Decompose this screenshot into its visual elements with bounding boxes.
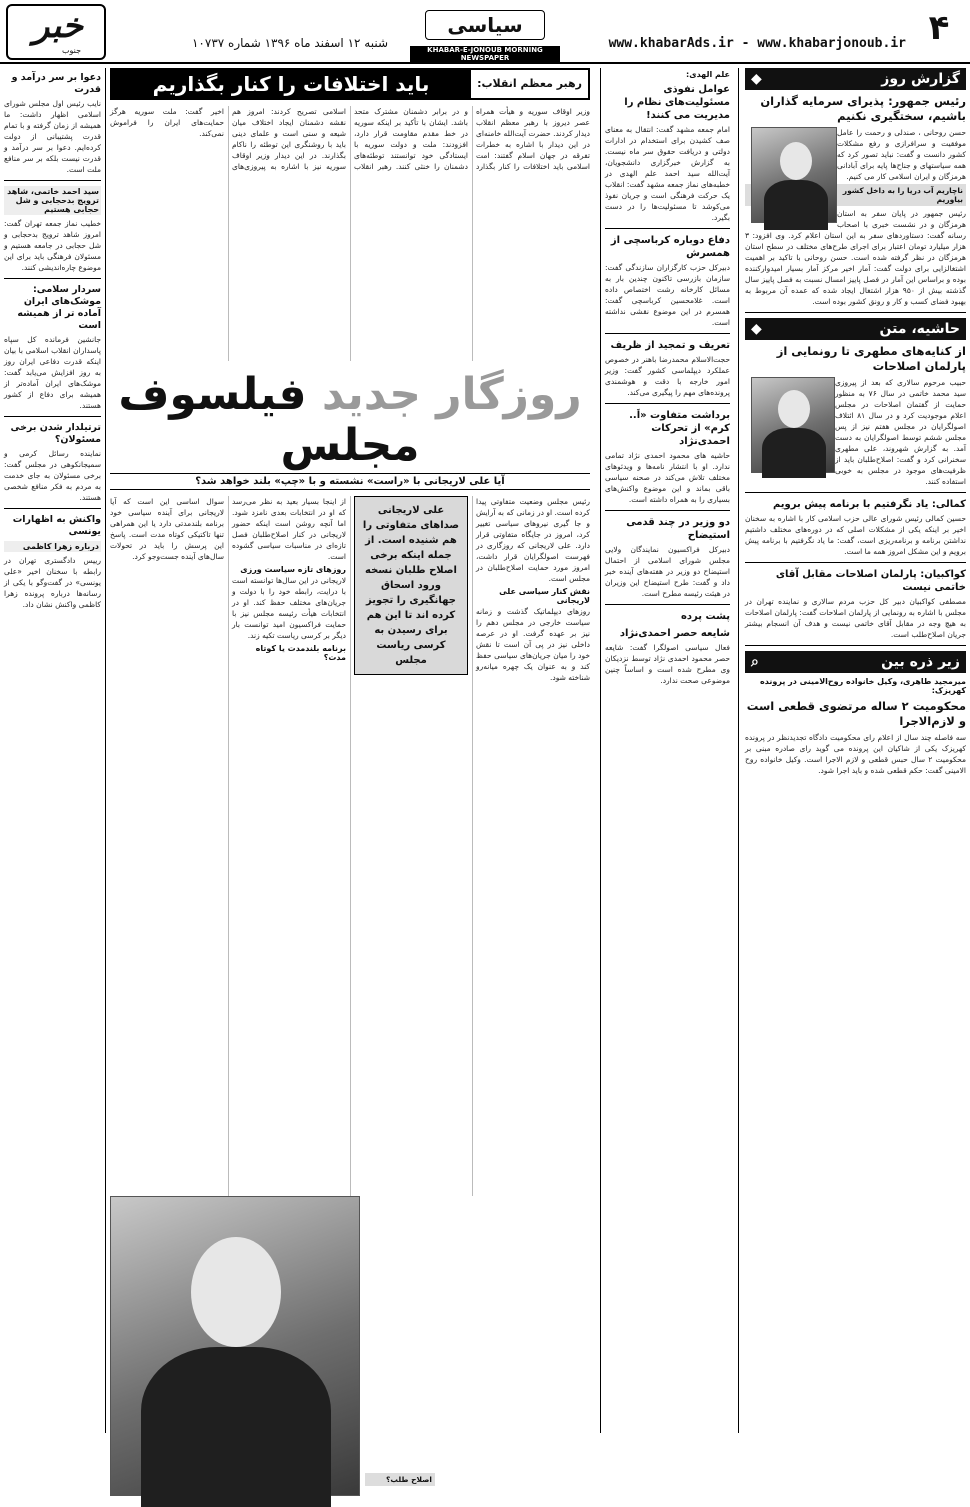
- elm-kicker: علم الهدی:: [686, 70, 730, 79]
- middle-column: [600, 68, 730, 1433]
- main-column: [110, 68, 590, 1484]
- feature-text: [110, 496, 590, 1196]
- l5-body: رییس دادگستری تهران در رابطه با سخنان اخیر «علی یونسی» در گفت‌وگو با یکی از رسانه‌ها درباره پرونده زهرا کاظمی واکنش نشان داد.: [4, 556, 101, 609]
- l5-title: واکنش به اظهارات یونسی: [12, 514, 101, 537]
- larijani-caption: اصلاح طلب؟: [365, 1473, 435, 1486]
- zarebin-header-label: زیر ذره بین: [881, 654, 960, 670]
- hashieh-icon: ◆: [751, 321, 762, 337]
- report-body: رئیس جمهور در پایان سفر به استان هرمزگان و در نشست خبری با اصحاب رسانه گفت: دستاوردهای سفر به این استان اعلام کرد. وی افزود: ۳ هزار میلیارد تومان اعتبار برای اجرای طرح‌های مختلف در سطح استان هرمزگان در نظر گرفته شده است. حسن روحانی با تاکید بر اهمیت اشتغالزایی برای دولت گفت: آمار اخیر مرکز آمار بسیار امیدوارکننده بوده و براساس این آمار در فصل پاییز امسال نسبت به فصل پاییز سال گذشته بیش از ۹۵۰ هزار اشتغال ایجاد شده که عمده آن مربوط به بهبود فضای کسب و کار و رونق کشور بوده است.: [745, 209, 966, 306]
- l5-subtitle: درباره زهرا کاظمی: [4, 541, 101, 552]
- zarebin-kicker: میرمجید طاهری، وکیل خانواده روح‌الامینی در پرونده کهریزک:: [760, 677, 966, 695]
- newspaper-subtitle: KHABAR-E-JONOUB MORNING NEWSPAPER: [410, 46, 560, 62]
- report-title: رئیس جمهور: پذیرای سرمایه گذاران باشیم، سختگیری نکنیم: [760, 94, 966, 123]
- report-header: [745, 68, 966, 90]
- feature-title-light: روزگار جدید: [321, 369, 582, 420]
- tarif-body: حجت‌الاسلام محمدرضا باهنر در خصوص عملکرد دیپلماسی کشور گفت: وزیر امور خارجه با دقت و هوشمندی پرونده‌های مهم را پیگیری می‌کند.: [605, 355, 730, 397]
- kamali-body: حسین کمالی رئیس شورای عالی حزب اسلامی کار با اشاره به سخنان اخیر بر اینکه یکی از مشکلات اصلی که در دوره‌های مختلف داشتیم نداشتن برنامه و برنامه‌ریزی است، گفت: ما یاد نگرفتیم با برنامه پیش برویم و این مشکل امروز همه ما است.: [745, 514, 966, 556]
- divider: [4, 508, 101, 509]
- posht-body: فعال سیاسی اصولگرا گفت: شایعه حصر محمود احمدی نژاد توسط نزدیکان وی مطرح شده است و اساساً چنین موضوعی صحت ندارد.: [605, 643, 730, 685]
- leader-article: [110, 106, 590, 361]
- kavakebian-title: کواکبیان: پارلمان اصلاحات مقابل آقای خاتمی نیست: [775, 569, 966, 593]
- l1-body: نایب رئیس اول مجلس شورای اسلامی اظهار داشت: ما همیشه از زمان گرفته و با تمام قدرت پشتیبانی از دولت کرده‌ایم. دعوا بر سر درآمد و قدرت نیست بلکه بر سر منافع ملت است.: [4, 99, 101, 174]
- bardasht-body: حاشیه های محمود احمدی نژاد تمامی ندارد. او با انتشار نامه‌ها و ویدئوهای مختلف تلاش می‌کند در صحنه سیاسی باقی بماند و این موضوع واکنش‌های بسیاری را به همراه داشته است.: [605, 451, 730, 504]
- leader-kicker: رهبر معظم انقلاب:: [470, 70, 588, 98]
- divider: [4, 180, 101, 181]
- rouhani-photo: [751, 127, 837, 223]
- hashieh-header-label: حاشیه، متن: [879, 321, 960, 337]
- kavakebian-body: مصطفی کواکبیان دبیر کل حزب مردم سالاری و نماینده تهران در مجلس با اشاره به رونمایی از پارلمان اصلاحات گفت: پارلمان اصلاحات به هیچ وجه در مقابل آقای خاتمی نیست و هدف آن انسجام بیشتر جریان اصلاح‌طلب است.: [745, 597, 966, 639]
- feature-subtitle: آیا علی لاریجانی با «راست» نشسته و با «چپ» بلند خواهد شد؟: [110, 473, 590, 490]
- page-number: ۴: [928, 8, 950, 48]
- hashieh-body: حبیب مرحوم سالاری که بعد از پیروزی سید محمد خاتمی در سال ۷۶ به منظور حمایت از گفتمان اصلاحات در مجلس اعلام موجودیت کرد و در سال ۸۱ ائتلاف اصولگرایان در مجلس هفتم نیز از پس مجلس ششم توسط اصولگرایان به دست آمد. به گزارش شهروند، علی مطهری سخنرانی کرد و گفت: اصلاح‌طلبان باید از ظرفیت‌های موجود در مجلس به خوبی استفاده کنند.: [835, 378, 966, 486]
- dafa-title: دفاع دوباره کرباسچی از همسرش: [610, 235, 730, 259]
- feature-inline-1: نقش کنار سیاسی علی لاریجانی: [499, 587, 590, 605]
- l4-body: نماینده رسائل کرمی و سمیجانکوهی در مجلس گفت: برخی مسئولان به جای خدمت به مردم به فکر منافع شخصی هستند.: [4, 449, 101, 502]
- vazir-title: دو وزیر در چند قدمی استیضاح: [626, 517, 730, 541]
- posht-title: پشت پرده: [680, 611, 730, 622]
- feature-title: [110, 369, 590, 471]
- feature-pull-quote: علی لاریجانی صداهای متفاوتی را هم شنیده است. از جمله اینکه برخی اصلاح طلبان نسخه ورود اسحاق جهانگیری را تجویز کرده اند تا این هم برای رسیدن به کرسی ریاست مجلس: [354, 496, 468, 675]
- zarebin-header: [745, 651, 966, 673]
- report-caption: ناچاریم آب دریا را به داخل کشور بیاوریم: [745, 184, 966, 206]
- divider: [745, 645, 966, 646]
- newspaper-logo: [6, 4, 106, 60]
- report-icon: ◆: [751, 71, 762, 87]
- elm-title: عوامل نفوذی مسئولیت‌های نظام را مدیریت می کنند!: [624, 84, 730, 121]
- l1-title: دعوا بر سر درآمد و قدرت: [11, 72, 101, 95]
- kamali-title: کمالی: یاد نگرفتیم با برنامه پیش برویم: [772, 499, 966, 510]
- l1-byline: سید احمد خاتمی، شاهد ترویج بدحجابی و شل حجابی هستیم: [4, 186, 101, 215]
- leader-title: باید اختلافات را کنار بگذاریم: [112, 70, 470, 98]
- feature-inline-3: برنامه بلندمدت یا کوتاه مدت؟: [255, 644, 346, 662]
- logo-sub: جنوب: [62, 46, 82, 55]
- larijani-photo: [110, 1196, 360, 1496]
- feature-body-c: از اینجا بسیار بعید به نظر می‌رسد که او در انتخابات بعدی نامزد شود. اما آنچه روشن است اینکه حضور لاریجانی در کنار اصلاح‌طلبان فصل تازه‌ای در مناسبات سیاسی گشوده است.: [232, 497, 346, 561]
- vazir-body: دبیرکل فراکسیون نمایندگان ولایی مجلس شورای اسلامی از احتمال استیضاح دو وزیر در هفته‌های آینده خبر داد و گفت: طرح استیضاح این وزیران در هیئت رئیسه مطرح است.: [605, 545, 730, 598]
- section-title: سیاسی: [425, 10, 545, 40]
- feature-article: [110, 496, 590, 1496]
- divider: [605, 604, 730, 605]
- divider: [4, 416, 101, 417]
- hashieh-title: از کنایه‌های مطهری تا رونمایی از پارلمان اصلاحات: [776, 344, 966, 373]
- dafa-body: دبیرکل حزب کارگزاران سازندگی گفت: سازمان بازرسی تاکنون چندین بار به مسائل کارخانه رشت اختصاص داده است. غلامحسین کرباسچی گفت: همسرم در این موضوع نقشی نداشته است.: [605, 263, 730, 327]
- divider: [605, 510, 730, 511]
- logo-text: خبر: [32, 6, 84, 46]
- magnifier-icon: ⌕: [751, 654, 759, 670]
- divider: [745, 492, 966, 493]
- divider: [605, 228, 730, 229]
- feature-body-a: رئیس مجلس وضعیت متفاوتی پیدا کرده است. او در زمانی که به آرایش و جا گیری نیروهای سیاسی تغییر کرد، امروز در جایگاه متفاوتی قرار دارد. علی لاریجانی که روزگاری در فهرست اصولگرایان قرار داشت، امروز مورد حمایت اصلاح‌طلبان در مجلس است.: [476, 497, 590, 583]
- right-column: [738, 68, 966, 1433]
- divider: [745, 312, 966, 313]
- websites[interactable]: www.khabarAds.ir - www.khabarjonoub.ir: [608, 36, 906, 51]
- left-column: [4, 68, 106, 1433]
- feature-body-e: سوال اساسی این است که آیا لاریجانی برای آینده سیاسی خود برنامه بلندمدتی دارد یا این همراهی تنها تاکتیکی کوتاه مدت است. پاسخ این پرسش را باید در تحولات سال‌های آینده جست‌وجو کرد.: [110, 497, 224, 561]
- zarebin-body: سه فاصله چند سال از اعلام رای محکومیت دادگاه تجدیدنظر در پرونده کهریزک یکی از شاکیان این پرونده می گوید رای صادره مبنی بر محکومیت ۲ سال حبس قطعی و لازم الاجرا است. وکیل خانواده روح الامینی گفت: حکم قطعی شده و باید اجرا شود.: [745, 733, 967, 775]
- feature-title-dark: فیلسوف مجلس: [118, 369, 420, 471]
- tarif-title: تعریف و تمجید از ظریف: [610, 340, 730, 351]
- zarebin-title: محکومیت ۲ ساله مرتضوی قطعی است و لازم‌الاجرا: [746, 699, 966, 728]
- feature-body-b: روزهای دیپلماتیک گذشت و زمانه سیاست خارجی در مجلس دهم را نیز بر عهده گرفت. او در عرصه داخلی نیز در پی آن است تا نقش خود را میان جریان‌های سیاسی حفظ کند و به عنوان یک چهره میانه‌رو شناخته شود.: [476, 607, 590, 682]
- leader-banner: [110, 68, 590, 100]
- report-header-label: گزارش روز: [881, 71, 960, 87]
- l4-title: ترتیلدار شدن برخی مسئولان؟: [10, 422, 101, 445]
- motahari-photo: [751, 377, 835, 473]
- l3-body: جانشین فرمانده کل سپاه پاسداران انقلاب اسلامی با بیان اینکه قدرت دفاعی ایران روز به روز افزایش می‌یابد گفت: موشک‌های ایران آماده‌تر از همیشه برای دفاع از کشور هستند.: [4, 335, 101, 410]
- l3-title: سردار سلامی: موشک‌های ایران آماده تر از همیشه است: [17, 284, 101, 331]
- divider: [4, 278, 101, 279]
- feature-body-d: لاریجانی در این سال‌ها توانسته است با درایت، رابطه خود را با دولت و جریان‌های مختلف حفظ کند. او در انتخابات هیأت رئیسه مجلس نیز با حمایت فراکسیون امید توانست بار دیگر بر کرسی ریاست تکیه زند.: [232, 576, 346, 640]
- divider: [605, 403, 730, 404]
- feature-inline-2: روزهای تازه سیاست ورزی: [240, 565, 346, 574]
- hashieh-header: [745, 318, 966, 340]
- masthead: [0, 0, 970, 64]
- l2-body: خطیب نماز جمعه تهران گفت: امروز شاهد ترویج بدحجابی و شل حجابی در جامعه هستیم و مسئولان فرهنگی باید برای این موضوع چاره‌اندیشی کنند.: [4, 219, 101, 272]
- bardasht-title: برداشت متفاوت «اَ.. کرم» از تحرکات احمدی‌نژاد: [629, 410, 730, 447]
- elm-body: امام جمعه مشهد گفت: انتقال به معنای صف کشیدن برای استخدام در ادارات دولتی و دریافت حقوق سر ماه نیست. به گزارش خبرگزاری دانشجویان، آیت‌الله سید احمد علم الهدی در خطبه‌های نماز جمعه مشهد گفت: انقلاب یک حرکت فرهنگی است و جریان نفوذ می‌کوشد تا مسئولیت‌ها را در دست بگیرد.: [605, 125, 730, 222]
- leader-body: وزیر اوقاف سوریه و هیأت همراه عصر دیروز با رهبر معظم انقلاب دیدار کردند. حضرت آیت‌الله خامنه‌ای در این دیدار با اشاره به خطرات تفرقه در جهان اسلام گفتند: امت اسلامی باید اختلافات را کنار بگذارد و در برابر دشمنان مشترک متحد باشد. ایشان با تأکید بر اینکه سوریه در خط مقدم مقاومت قرار دارد، افزودند: ملت و دولت سوریه با ایستادگی خود توانستند توطئه‌های دشمنان را خنثی کنند. رهبر انقلاب اسلامی تصریح کردند: امروز هم نقشه دشمنان ایجاد اختلاف میان شیعه و سنی است و علمای دینی باید با روشنگری این توطئه را ناکام بگذارند. در این دیدار وزیر اوقاف سوریه نیز با اشاره به پیروزی‌های اخیر گفت: ملت سوریه هرگز حمایت‌های ایران را فراموش نمی‌کند.: [110, 107, 590, 171]
- issue-line: شنبه ۱۲ اسفند ماه ۱۳۹۶ شماره ۱۰۷۳۷: [191, 36, 388, 50]
- report-lead: حسن روحانی ، صندلی و رحمت را عامل موفقیت و سرافرازی و رفع مشکلات کشور دانست و گفت: نباید تصور کرد که همه سیاستهای و جناح‌ها پایه برای آبادانی هرمزگان و ایران اسلامی کار می کنیم.: [837, 128, 966, 181]
- posht-subtitle: شایعه حصر احمدی‌نژاد: [619, 628, 730, 639]
- divider: [745, 562, 966, 563]
- divider: [605, 333, 730, 334]
